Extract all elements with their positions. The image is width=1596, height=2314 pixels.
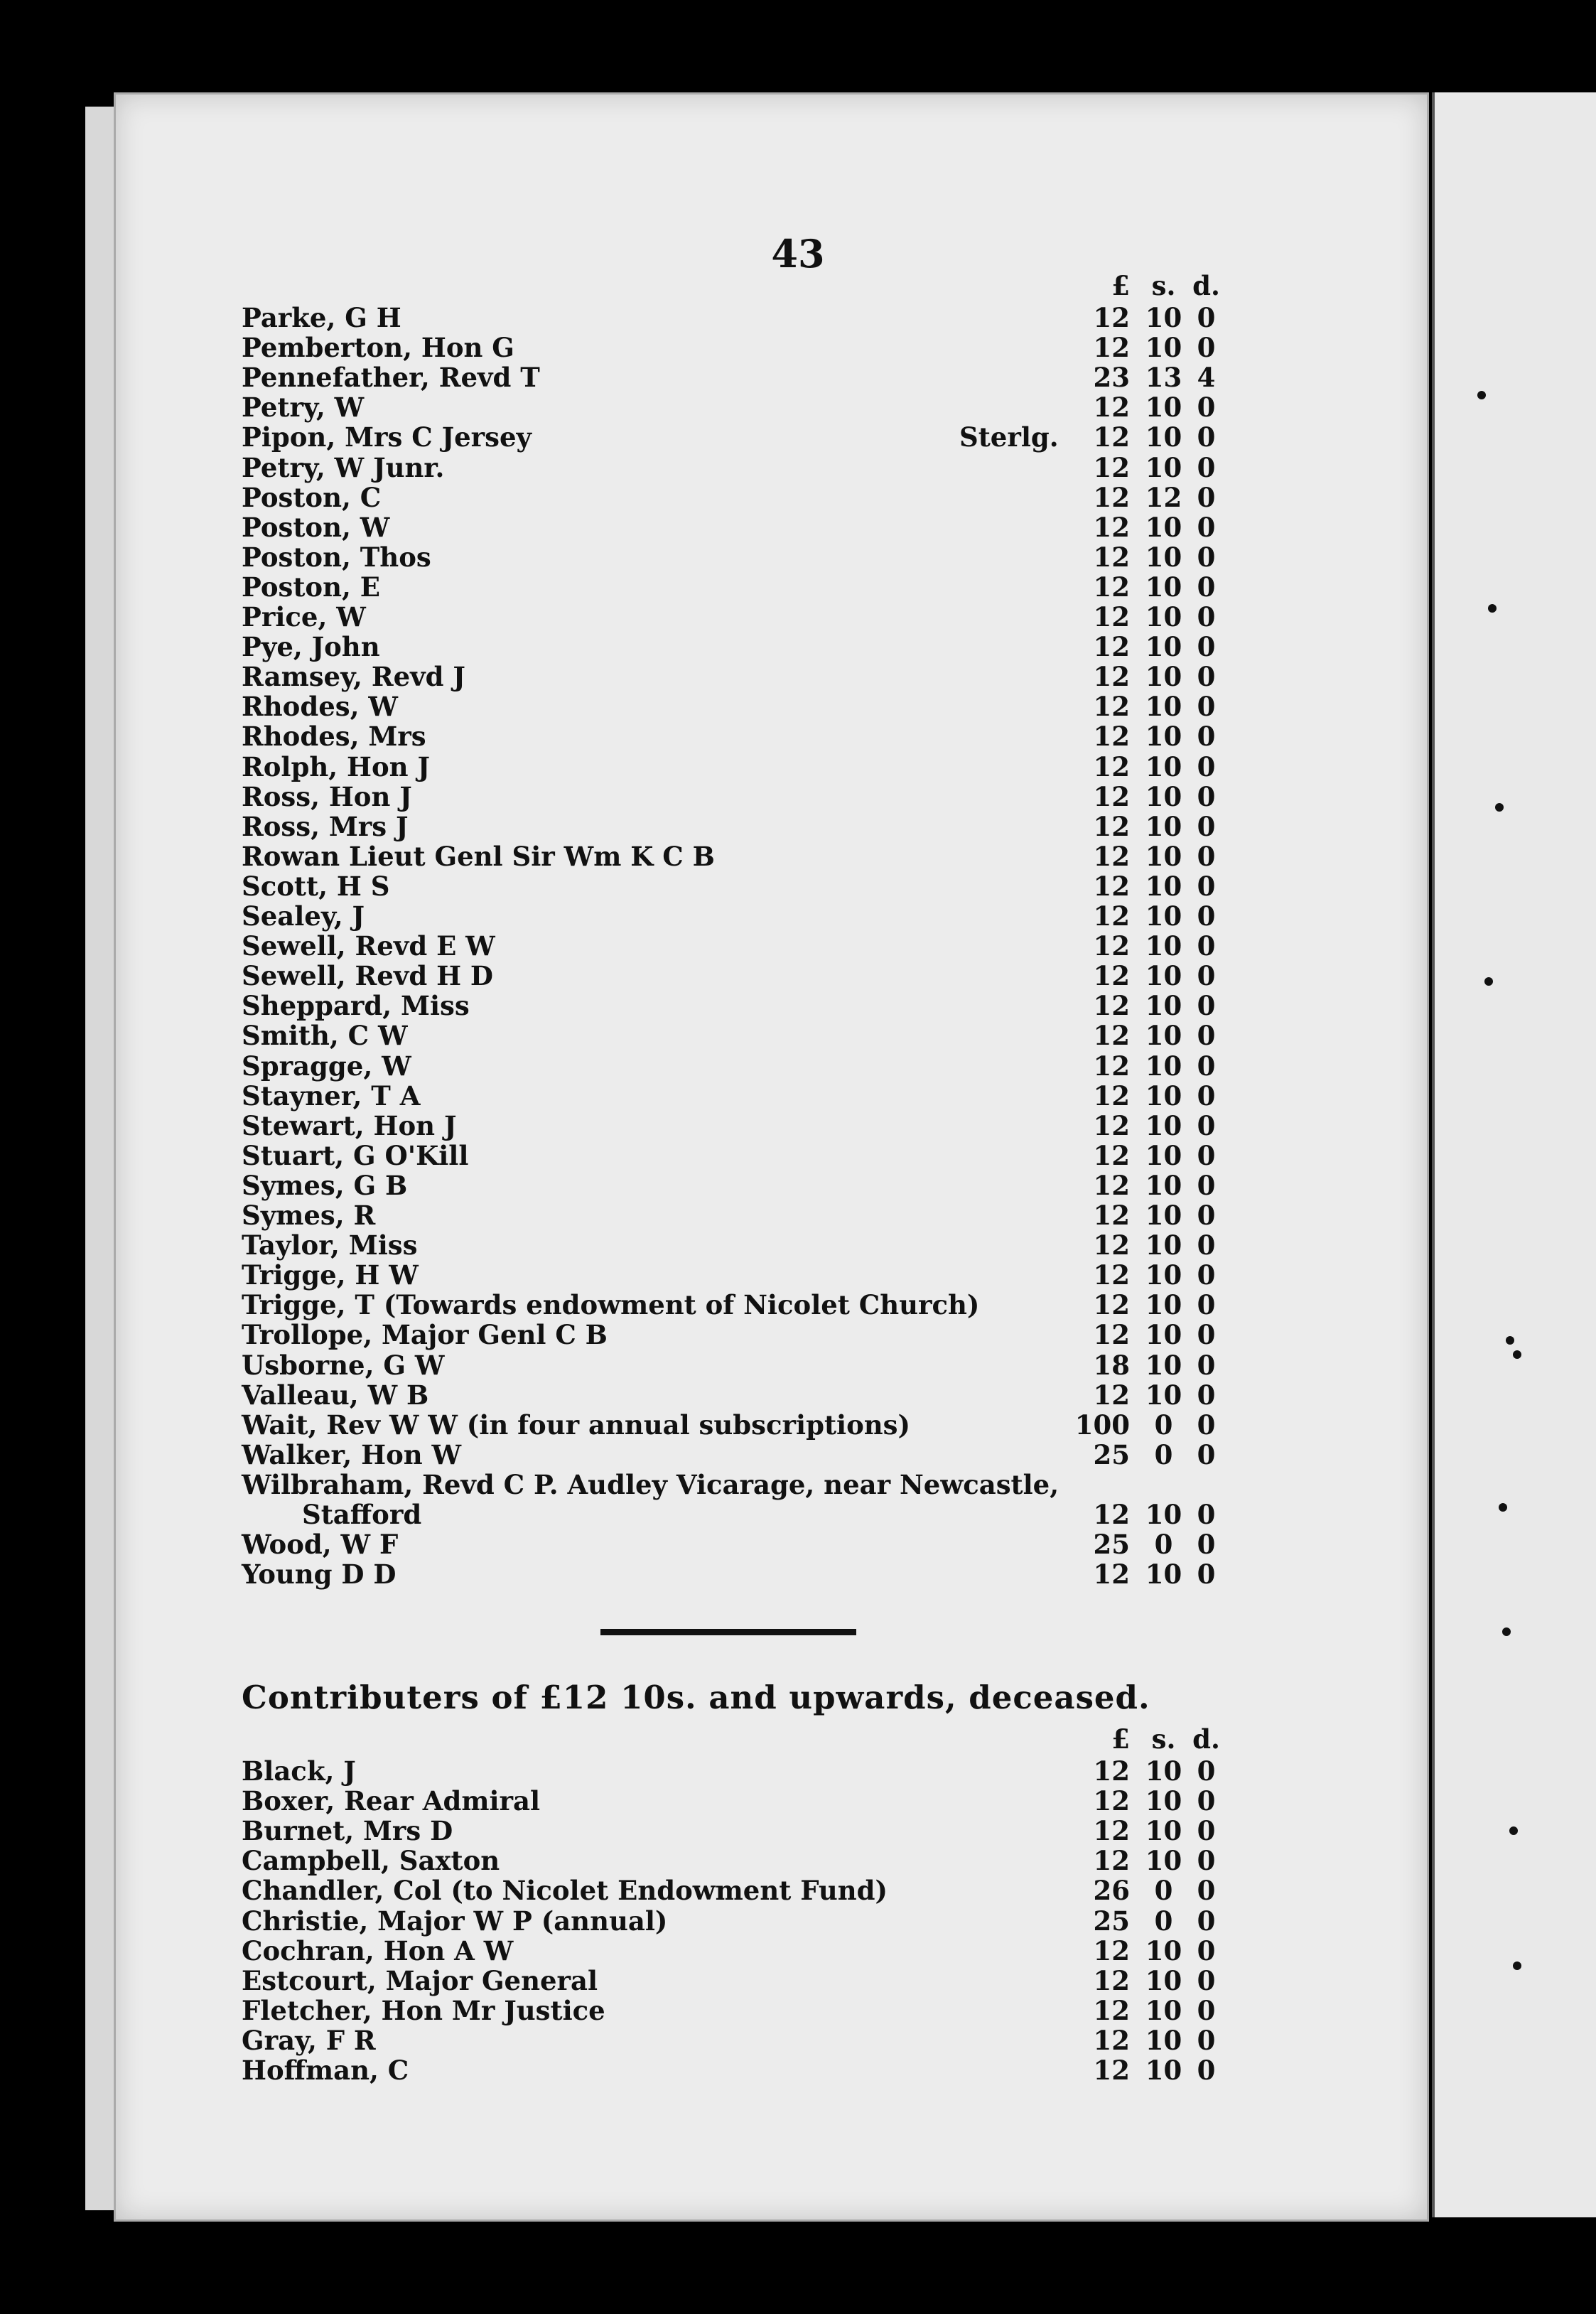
subscriber-name: Stayner, T A xyxy=(242,1080,421,1112)
pounds-value: 12 xyxy=(1093,511,1130,543)
pence-value: 0 xyxy=(1197,1109,1216,1141)
shillings-value: 10 xyxy=(1145,840,1182,872)
shillings-value: 10 xyxy=(1145,750,1182,782)
pence-value: 0 xyxy=(1197,1964,1216,1996)
list-row xyxy=(242,930,1216,962)
pence-value: 0 xyxy=(1197,1200,1216,1231)
list-row xyxy=(242,960,1216,992)
pence-value: 0 xyxy=(1197,691,1216,723)
pence-value: 0 xyxy=(1197,1169,1216,1201)
list-row xyxy=(242,1905,1216,1937)
list-row xyxy=(242,1289,1216,1321)
list-row xyxy=(242,1319,1216,1351)
shillings-value: 10 xyxy=(1145,691,1182,723)
pence-value: 0 xyxy=(1197,1559,1216,1591)
facing-page xyxy=(1432,92,1596,2217)
list-row xyxy=(242,541,1216,573)
shillings-value: 10 xyxy=(1145,1379,1182,1411)
shillings-value: 10 xyxy=(1145,511,1182,543)
shillings-value: 13 xyxy=(1145,362,1182,394)
subscriber-name: Poston, E xyxy=(242,571,380,603)
pounds-value: 12 xyxy=(1093,930,1130,962)
list-row xyxy=(242,2055,1216,2086)
pence-value: 0 xyxy=(1197,332,1216,364)
shillings-value: 10 xyxy=(1145,1559,1182,1591)
pounds-value: 12 xyxy=(1093,1559,1130,1591)
subscriber-name: Chandler, Col (to Nicolet Endowment Fund) xyxy=(242,1875,888,1907)
list-row xyxy=(242,1349,1216,1381)
list-row xyxy=(242,1229,1216,1261)
shillings-value: 10 xyxy=(1145,661,1182,693)
subscriber-name: Sealey, J xyxy=(242,900,365,932)
pounds-value: 12 xyxy=(1093,1845,1130,1877)
list-row xyxy=(242,840,1216,872)
pounds-value: 12 xyxy=(1093,1934,1130,1966)
subscriber-name: Sheppard, Miss xyxy=(242,990,470,1022)
pence-value: 0 xyxy=(1197,1349,1216,1381)
pounds-value: 26 xyxy=(1093,1875,1130,1907)
list-row xyxy=(242,511,1216,543)
section-divider xyxy=(600,1629,856,1635)
pence-value: 0 xyxy=(1197,2055,1216,2086)
shillings-value: 10 xyxy=(1145,1050,1182,1082)
subscriber-name: Sewell, Revd H D xyxy=(242,960,493,992)
currency-header-2 xyxy=(242,1723,1220,1755)
pounds-value: 12 xyxy=(1093,1169,1130,1201)
page-edge xyxy=(85,107,114,2210)
shillings-value: 10 xyxy=(1145,1499,1182,1530)
shillings-value: 10 xyxy=(1145,721,1182,753)
shillings-value: 10 xyxy=(1145,1349,1182,1381)
pounds-value: 12 xyxy=(1093,1259,1130,1291)
pence-value: 0 xyxy=(1197,1845,1216,1877)
shillings-value: 10 xyxy=(1145,900,1182,932)
list-row xyxy=(242,392,1216,424)
subscriber-name: Smith, C W xyxy=(242,1020,408,1052)
list-row xyxy=(242,1875,1216,1907)
shillings-header: s. xyxy=(1151,270,1176,301)
pence-value: 0 xyxy=(1197,511,1216,543)
subscriber-name: Poston, Thos xyxy=(242,541,431,573)
shillings-value: 10 xyxy=(1145,451,1182,483)
shillings-value: 10 xyxy=(1145,421,1182,453)
pounds-value: 12 xyxy=(1093,541,1130,573)
shillings-value: 0 xyxy=(1154,1905,1173,1937)
shillings-value: 10 xyxy=(1145,2055,1182,2086)
pence-value: 0 xyxy=(1197,1905,1216,1937)
pounds-value: 12 xyxy=(1093,332,1130,364)
subscriber-name: Trigge, H W xyxy=(242,1259,419,1291)
pounds-value: 12 xyxy=(1093,302,1130,333)
pence-value: 0 xyxy=(1197,1994,1216,2026)
shillings-value: 10 xyxy=(1145,392,1182,424)
list-row xyxy=(242,1200,1216,1231)
shillings-value: 10 xyxy=(1145,631,1182,663)
pence-value: 0 xyxy=(1197,421,1216,453)
pence-value: 0 xyxy=(1197,1289,1216,1321)
pence-value: 0 xyxy=(1197,990,1216,1022)
pounds-value: 12 xyxy=(1093,631,1130,663)
list-row xyxy=(242,631,1216,663)
subscriber-name: Spragge, W xyxy=(242,1050,411,1082)
pounds-value: 12 xyxy=(1093,481,1130,513)
list-row xyxy=(242,1934,1216,1966)
pence-value: 0 xyxy=(1197,1379,1216,1411)
subscriber-name: Rowan Lieut Genl Sir Wm K C B xyxy=(242,840,715,872)
shillings-value: 10 xyxy=(1145,332,1182,364)
pounds-value: 12 xyxy=(1093,1109,1130,1141)
pounds-value: 12 xyxy=(1093,780,1130,812)
pence-value: 0 xyxy=(1197,930,1216,962)
subscriber-name: Sewell, Revd E W xyxy=(242,930,495,962)
subscriber-name: Poston, W xyxy=(242,511,390,543)
list-row xyxy=(242,870,1216,902)
shillings-value: 10 xyxy=(1145,990,1182,1022)
pence-value: 0 xyxy=(1197,840,1216,872)
pence-value: 0 xyxy=(1197,900,1216,932)
pounds-value: 12 xyxy=(1093,1964,1130,1996)
pence-value: 0 xyxy=(1197,1139,1216,1171)
shillings-value: 10 xyxy=(1145,1109,1182,1141)
list-row xyxy=(242,601,1216,633)
pounds-value: 18 xyxy=(1093,1349,1130,1381)
subscriber-name: Black, J xyxy=(242,1755,356,1787)
list-row xyxy=(242,1529,1216,1561)
pence-value: 0 xyxy=(1197,1529,1216,1561)
pence-value: 0 xyxy=(1197,1815,1216,1847)
subscriber-name: Pemberton, Hon G xyxy=(242,332,514,364)
subscriber-name: Stewart, Hon J xyxy=(242,1109,457,1141)
list-row xyxy=(242,1815,1216,1847)
shillings-value: 10 xyxy=(1145,1259,1182,1291)
list-row xyxy=(242,451,1216,483)
list-row xyxy=(242,1559,1216,1591)
subscriber-name: Price, W xyxy=(242,601,366,633)
pence-value: 0 xyxy=(1197,541,1216,573)
subscriber-name: Walker, Hon W xyxy=(242,1438,462,1470)
pence-value: 0 xyxy=(1197,1319,1216,1351)
subscriber-name: Ross, Mrs J xyxy=(242,810,409,842)
pence-value: 0 xyxy=(1197,392,1216,424)
pounds-value: 12 xyxy=(1093,392,1130,424)
pounds-value: 12 xyxy=(1093,691,1130,723)
subscriber-name: Christie, Major W P (annual) xyxy=(242,1905,668,1937)
pounds-value: 12 xyxy=(1093,421,1130,453)
subscriber-name: Taylor, Miss xyxy=(242,1229,418,1261)
subscriber-name: Gray, F R xyxy=(242,2024,376,2056)
subscriber-name: Valleau, W B xyxy=(242,1379,429,1411)
list-row xyxy=(242,691,1216,723)
shillings-header: s. xyxy=(1151,1723,1176,1755)
pounds-header: £ xyxy=(1111,1723,1130,1755)
shillings-value: 12 xyxy=(1145,481,1182,513)
shillings-value: 10 xyxy=(1145,1200,1182,1231)
list-row xyxy=(242,750,1216,782)
subscriber-name: Pennefather, Revd T xyxy=(242,362,540,394)
pounds-value: 12 xyxy=(1093,960,1130,992)
shillings-value: 0 xyxy=(1154,1875,1173,1907)
list-row xyxy=(242,1020,1216,1052)
pence-value: 0 xyxy=(1197,1934,1216,1966)
pounds-value: 23 xyxy=(1093,362,1130,394)
list-row xyxy=(242,1169,1216,1201)
list-row xyxy=(242,721,1216,753)
list-row xyxy=(242,1080,1216,1112)
list-row xyxy=(242,1259,1216,1291)
pence-value: 0 xyxy=(1197,1438,1216,1470)
page-number: 43 xyxy=(771,231,825,276)
subscriber-name: Stafford xyxy=(302,1499,422,1530)
pounds-header: £ xyxy=(1111,270,1130,301)
subscriber-name: Rolph, Hon J xyxy=(242,750,430,782)
list-row xyxy=(242,1785,1216,1817)
pence-value: 0 xyxy=(1197,810,1216,842)
shillings-value: 10 xyxy=(1145,1934,1182,1966)
subscriber-name: Estcourt, Major General xyxy=(242,1964,598,1996)
shillings-value: 10 xyxy=(1145,1755,1182,1787)
pounds-value: 12 xyxy=(1093,840,1130,872)
pounds-value: 12 xyxy=(1093,1229,1130,1261)
pounds-value: 12 xyxy=(1093,1289,1130,1321)
pence-value: 0 xyxy=(1197,750,1216,782)
list-row xyxy=(242,362,1216,394)
pounds-value: 12 xyxy=(1093,810,1130,842)
shillings-value: 10 xyxy=(1145,1080,1182,1112)
shillings-value: 0 xyxy=(1154,1409,1173,1441)
pounds-value: 12 xyxy=(1093,601,1130,633)
shillings-value: 10 xyxy=(1145,1964,1182,1996)
shillings-value: 10 xyxy=(1145,1319,1182,1351)
subscriber-name: Pipon, Mrs C Jersey xyxy=(242,421,532,453)
shillings-value: 10 xyxy=(1145,601,1182,633)
list-row xyxy=(242,661,1216,693)
list-row xyxy=(242,990,1216,1022)
pence-value: 0 xyxy=(1197,661,1216,693)
shillings-value: 10 xyxy=(1145,302,1182,333)
subscriber-name: Wood, W F xyxy=(242,1529,399,1561)
pence-value: 0 xyxy=(1197,780,1216,812)
pounds-value: 12 xyxy=(1093,1815,1130,1847)
shillings-value: 10 xyxy=(1145,2024,1182,2056)
pounds-value: 12 xyxy=(1093,2055,1130,2086)
pence-value: 0 xyxy=(1197,571,1216,603)
shillings-value: 10 xyxy=(1145,1994,1182,2026)
pence-value: 0 xyxy=(1197,302,1216,333)
shillings-value: 10 xyxy=(1145,1845,1182,1877)
subscriber-name: Ramsey, Revd J xyxy=(242,661,465,693)
pence-value: 0 xyxy=(1197,870,1216,902)
pounds-value: 12 xyxy=(1093,870,1130,902)
pence-value: 0 xyxy=(1197,1755,1216,1787)
subscriber-name: Symes, R xyxy=(242,1200,376,1231)
list-row xyxy=(242,810,1216,842)
pence-value: 0 xyxy=(1197,1050,1216,1082)
pounds-value: 12 xyxy=(1093,1755,1130,1787)
shillings-value: 10 xyxy=(1145,1139,1182,1171)
pounds-value: 12 xyxy=(1093,990,1130,1022)
subscriber-name: Rhodes, Mrs xyxy=(242,721,426,753)
list-row xyxy=(242,1139,1216,1171)
subscriber-name: Young D D xyxy=(242,1559,397,1591)
shillings-value: 10 xyxy=(1145,1229,1182,1261)
list-row xyxy=(242,2024,1216,2056)
list-row xyxy=(242,1994,1216,2026)
list-row xyxy=(242,900,1216,932)
list-row xyxy=(242,481,1216,513)
currency-header xyxy=(242,270,1220,301)
pounds-value: 12 xyxy=(1093,1499,1130,1530)
pounds-value: 25 xyxy=(1093,1529,1130,1561)
list-row xyxy=(242,1469,1208,1499)
pence-value: 0 xyxy=(1197,481,1216,513)
pounds-value: 12 xyxy=(1093,1785,1130,1817)
list-row xyxy=(242,332,1216,364)
pounds-value: 12 xyxy=(1093,451,1130,483)
pounds-value: 12 xyxy=(1093,1200,1130,1231)
subscriber-name: Trollope, Major Genl C B xyxy=(242,1319,608,1351)
subscriber-name: Cochran, Hon A W xyxy=(242,1934,514,1966)
list-row xyxy=(242,1438,1216,1470)
pence-value: 0 xyxy=(1197,1020,1216,1052)
pence-header: d. xyxy=(1192,1723,1220,1755)
subscriber-name: Boxer, Rear Admiral xyxy=(242,1785,541,1817)
shillings-value: 10 xyxy=(1145,810,1182,842)
shillings-value: 10 xyxy=(1145,780,1182,812)
shillings-value: 10 xyxy=(1145,541,1182,573)
list-row xyxy=(242,1755,1216,1787)
list-row xyxy=(242,780,1216,812)
pence-value: 4 xyxy=(1197,362,1216,394)
shillings-value: 10 xyxy=(1145,571,1182,603)
pounds-value: 12 xyxy=(1093,1080,1130,1112)
pence-value: 0 xyxy=(1197,960,1216,992)
shillings-value: 0 xyxy=(1154,1529,1173,1561)
subscriber-name: Fletcher, Hon Mr Justice xyxy=(242,1994,605,2026)
subscriber-name: Parke, G H xyxy=(242,302,401,333)
pounds-value: 12 xyxy=(1093,1994,1130,2026)
section-title: Contributers of £12 10s. and upwards, deceased. xyxy=(242,1679,1150,1716)
subscriber-name: Scott, H S xyxy=(242,870,390,902)
pounds-value: 12 xyxy=(1093,1020,1130,1052)
pounds-value: 12 xyxy=(1093,661,1130,693)
pounds-value: 12 xyxy=(1093,721,1130,753)
pounds-value: 12 xyxy=(1093,2024,1130,2056)
shillings-value: 10 xyxy=(1145,960,1182,992)
pounds-value: 25 xyxy=(1093,1905,1130,1937)
subscriber-name: Rhodes, W xyxy=(242,691,398,723)
pence-header: d. xyxy=(1192,270,1220,301)
shillings-value: 10 xyxy=(1145,1815,1182,1847)
list-row xyxy=(242,1379,1216,1411)
list-row xyxy=(242,1845,1216,1877)
pounds-value: 100 xyxy=(1074,1409,1130,1441)
pounds-value: 25 xyxy=(1093,1438,1130,1470)
pence-value: 0 xyxy=(1197,1259,1216,1291)
subscriber-name: Pye, John xyxy=(242,631,380,663)
pence-value: 0 xyxy=(1197,1080,1216,1112)
subscriber-name: Stuart, G O'Kill xyxy=(242,1139,469,1171)
list-row xyxy=(242,421,1216,453)
pounds-value: 12 xyxy=(1093,571,1130,603)
list-row xyxy=(242,1499,1216,1530)
subscriber-name: Burnet, Mrs D xyxy=(242,1815,453,1847)
pence-value: 0 xyxy=(1197,1499,1216,1530)
pounds-value: 12 xyxy=(1093,1139,1130,1171)
subscriber-name: Petry, W Junr. xyxy=(242,451,445,483)
subscriber-name: Petry, W xyxy=(242,392,365,424)
pounds-value: 12 xyxy=(1093,1379,1130,1411)
shillings-value: 10 xyxy=(1145,930,1182,962)
shillings-value: 10 xyxy=(1145,870,1182,902)
subscriber-name: Campbell, Saxton xyxy=(242,1845,500,1877)
shillings-value: 0 xyxy=(1154,1438,1173,1470)
subscriber-name: Wilbraham, Revd C P. Audley Vicarage, near Newcastle, xyxy=(242,1468,1059,1500)
pounds-value: 12 xyxy=(1093,750,1130,782)
pounds-value: 12 xyxy=(1093,900,1130,932)
pence-value: 0 xyxy=(1197,721,1216,753)
subscriber-name: Symes, G B xyxy=(242,1169,408,1201)
pounds-value: 12 xyxy=(1093,1050,1130,1082)
subscriber-name: Ross, Hon J xyxy=(242,780,412,812)
list-row xyxy=(242,1109,1216,1141)
currency-note: Sterlg. xyxy=(959,421,1059,453)
shillings-value: 10 xyxy=(1145,1169,1182,1201)
subscriber-name: Poston, C xyxy=(242,481,382,513)
subscriber-name: Hoffman, C xyxy=(242,2055,409,2086)
pence-value: 0 xyxy=(1197,631,1216,663)
subscriber-name: Wait, Rev W W (in four annual subscriptions) xyxy=(242,1409,911,1441)
shillings-value: 10 xyxy=(1145,1289,1182,1321)
list-row xyxy=(242,571,1216,603)
pence-value: 0 xyxy=(1197,601,1216,633)
list-row xyxy=(242,302,1216,333)
pounds-value: 12 xyxy=(1093,1319,1130,1351)
list-row xyxy=(242,1964,1216,1996)
pence-value: 0 xyxy=(1197,1785,1216,1817)
pence-value: 0 xyxy=(1197,1875,1216,1907)
pence-value: 0 xyxy=(1197,1409,1216,1441)
shillings-value: 10 xyxy=(1145,1785,1182,1817)
pence-value: 0 xyxy=(1197,1229,1216,1261)
pence-value: 0 xyxy=(1197,451,1216,483)
list-row xyxy=(242,1409,1216,1441)
subscriber-name: Trigge, T (Towards endowment of Nicolet Church) xyxy=(242,1289,980,1321)
list-row xyxy=(242,1050,1216,1082)
pence-value: 0 xyxy=(1197,2024,1216,2056)
subscriber-name: Usborne, G W xyxy=(242,1349,445,1381)
shillings-value: 10 xyxy=(1145,1020,1182,1052)
